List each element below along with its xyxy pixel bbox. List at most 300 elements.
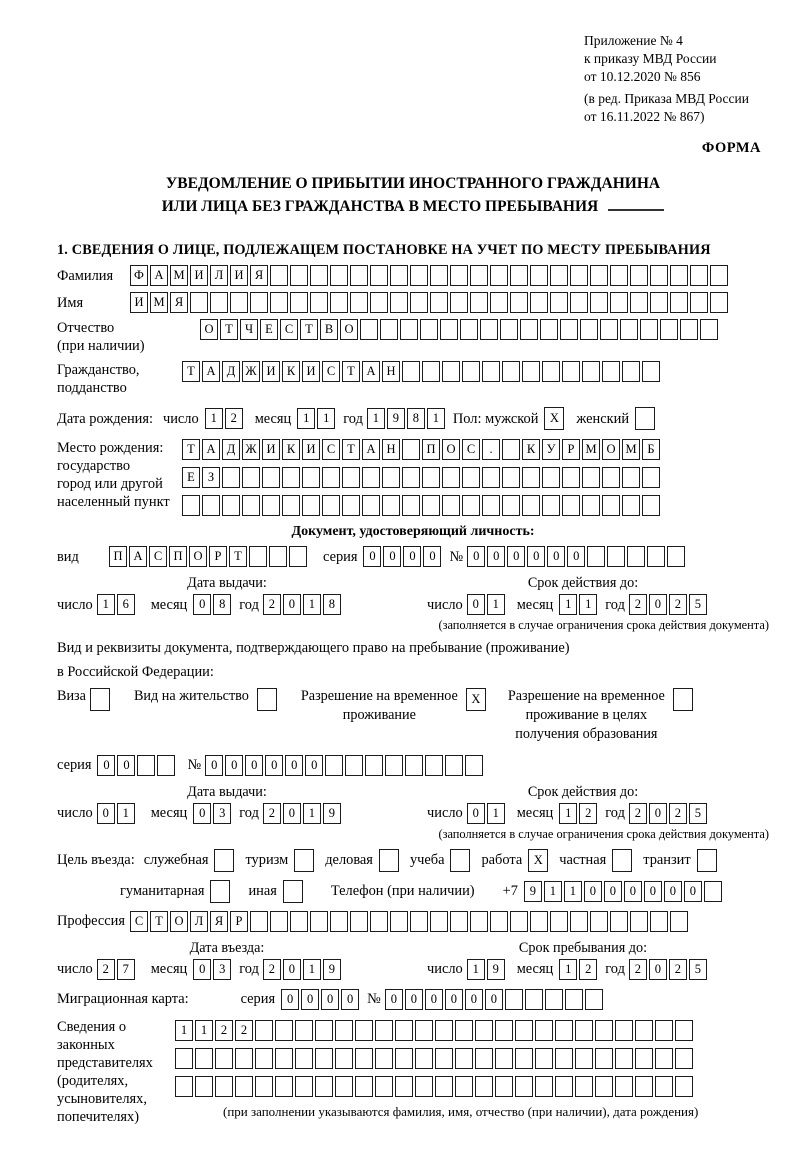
cell[interactable]	[575, 1076, 593, 1097]
cell[interactable]: 2	[629, 803, 647, 824]
cell[interactable]	[425, 755, 443, 776]
cell[interactable]	[270, 911, 288, 932]
cell[interactable]: Л	[190, 911, 208, 932]
cell[interactable]	[249, 546, 267, 567]
cell[interactable]	[582, 467, 600, 488]
cell[interactable]: 1	[97, 594, 115, 615]
cell[interactable]: П	[422, 439, 440, 460]
cell[interactable]: 2	[669, 803, 687, 824]
cell[interactable]	[440, 319, 458, 340]
cell[interactable]: 0	[684, 881, 702, 902]
cell[interactable]	[502, 361, 520, 382]
cell[interactable]	[402, 495, 420, 516]
cell[interactable]	[475, 1076, 493, 1097]
cell[interactable]: 0	[385, 989, 403, 1010]
cell[interactable]	[530, 911, 548, 932]
cell[interactable]: 1	[303, 803, 321, 824]
cell[interactable]: 2	[629, 594, 647, 615]
cell[interactable]: 0	[383, 546, 401, 567]
stay-doc-issue-year[interactable]	[263, 803, 343, 824]
cell[interactable]	[570, 265, 588, 286]
cell[interactable]: 0	[507, 546, 525, 567]
cell[interactable]	[322, 495, 340, 516]
cell[interactable]	[375, 1020, 393, 1041]
cell[interactable]	[350, 265, 368, 286]
cell[interactable]: 0	[341, 989, 359, 1010]
profession-cells[interactable]	[130, 911, 690, 932]
cell[interactable]: Ф	[130, 265, 148, 286]
cell[interactable]	[667, 546, 685, 567]
cell[interactable]: 1	[367, 408, 385, 429]
entry-year[interactable]	[263, 959, 343, 980]
cell[interactable]	[370, 265, 388, 286]
cell[interactable]	[430, 911, 448, 932]
cell[interactable]	[455, 1020, 473, 1041]
cell[interactable]	[250, 292, 268, 313]
cell[interactable]	[405, 755, 423, 776]
cell[interactable]	[410, 911, 428, 932]
cell[interactable]	[345, 755, 363, 776]
cell[interactable]	[310, 292, 328, 313]
cell[interactable]	[294, 849, 314, 872]
surname-cells[interactable]	[130, 265, 730, 286]
cell[interactable]	[670, 911, 688, 932]
cell[interactable]	[602, 467, 620, 488]
cell[interactable]	[635, 1048, 653, 1069]
cell[interactable]	[627, 546, 645, 567]
cell[interactable]: 5	[689, 594, 707, 615]
cell[interactable]: 9	[524, 881, 542, 902]
cell[interactable]: 5	[689, 959, 707, 980]
cell[interactable]: Т	[182, 439, 200, 460]
doc-serial-cells[interactable]	[363, 546, 443, 567]
cell[interactable]	[355, 1020, 373, 1041]
purpose-sluzhebnaya-checkbox[interactable]	[214, 849, 236, 872]
stay-doc-issue-day[interactable]	[97, 803, 137, 824]
cell[interactable]	[607, 546, 625, 567]
cell[interactable]	[395, 1076, 413, 1097]
purpose-gumanitarnaya-checkbox[interactable]	[210, 880, 232, 903]
cell[interactable]	[470, 265, 488, 286]
cell[interactable]: 0	[425, 989, 443, 1010]
stay-month[interactable]	[559, 959, 599, 980]
cell[interactable]: А	[202, 361, 220, 382]
cell[interactable]: 9	[487, 959, 505, 980]
cell[interactable]: 0	[649, 594, 667, 615]
cell[interactable]	[390, 911, 408, 932]
cell[interactable]	[410, 265, 428, 286]
cell[interactable]: 0	[193, 959, 211, 980]
cell[interactable]: 0	[283, 959, 301, 980]
cell[interactable]	[335, 1020, 353, 1041]
cell[interactable]	[335, 1048, 353, 1069]
cell[interactable]	[295, 1020, 313, 1041]
cell[interactable]	[510, 265, 528, 286]
cell[interactable]	[262, 495, 280, 516]
cell[interactable]	[650, 911, 668, 932]
cell[interactable]: 0	[527, 546, 545, 567]
temp-permit-edu-checkbox[interactable]	[673, 688, 695, 711]
cell[interactable]	[522, 467, 540, 488]
cell[interactable]	[230, 292, 248, 313]
cell[interactable]	[435, 1048, 453, 1069]
stay-doc-valid-year[interactable]	[629, 803, 709, 824]
cell[interactable]: 0	[547, 546, 565, 567]
cell[interactable]	[195, 1048, 213, 1069]
cell[interactable]	[520, 319, 538, 340]
doc-kind-cells[interactable]	[109, 546, 309, 567]
cell[interactable]: О	[602, 439, 620, 460]
migration-card-number-cells[interactable]	[385, 989, 605, 1010]
cell[interactable]: А	[150, 265, 168, 286]
cell[interactable]	[610, 911, 628, 932]
cell[interactable]: 2	[629, 959, 647, 980]
cell[interactable]: 1	[205, 408, 223, 429]
cell[interactable]	[310, 911, 328, 932]
cell[interactable]	[482, 361, 500, 382]
cell[interactable]	[542, 495, 560, 516]
cell[interactable]: 8	[323, 594, 341, 615]
cell[interactable]: Р	[230, 911, 248, 932]
cell[interactable]	[650, 265, 668, 286]
patronymic-cells[interactable]	[200, 319, 720, 340]
title-blank-underline[interactable]	[608, 196, 664, 211]
cell[interactable]	[90, 688, 110, 711]
cell[interactable]	[315, 1048, 333, 1069]
cell[interactable]: 1	[559, 959, 577, 980]
cell[interactable]	[635, 1076, 653, 1097]
cell[interactable]	[214, 849, 234, 872]
cell[interactable]	[580, 319, 598, 340]
cell[interactable]	[450, 265, 468, 286]
cell[interactable]: 0	[664, 881, 682, 902]
cell[interactable]: 0	[97, 803, 115, 824]
cell[interactable]	[395, 1020, 413, 1041]
cell[interactable]	[415, 1048, 433, 1069]
cell[interactable]: 0	[193, 803, 211, 824]
cell[interactable]	[455, 1048, 473, 1069]
cell[interactable]: 0	[465, 989, 483, 1010]
cell[interactable]	[555, 1020, 573, 1041]
cell[interactable]	[495, 1048, 513, 1069]
cell[interactable]: 8	[213, 594, 231, 615]
cell[interactable]	[242, 495, 260, 516]
cell[interactable]: К	[282, 361, 300, 382]
cell[interactable]	[342, 467, 360, 488]
cell[interactable]	[310, 265, 328, 286]
cell[interactable]	[190, 292, 208, 313]
cell[interactable]	[587, 546, 605, 567]
cell[interactable]	[195, 1076, 213, 1097]
cell[interactable]: 1	[559, 803, 577, 824]
cell[interactable]	[442, 361, 460, 382]
cell[interactable]: Т	[229, 546, 247, 567]
cell[interactable]	[222, 467, 240, 488]
cell[interactable]	[510, 292, 528, 313]
cell[interactable]: 2	[669, 594, 687, 615]
cell[interactable]	[475, 1048, 493, 1069]
cell[interactable]	[210, 880, 230, 903]
cell[interactable]: Т	[342, 361, 360, 382]
cell[interactable]: И	[190, 265, 208, 286]
cell[interactable]	[362, 467, 380, 488]
cell[interactable]	[460, 319, 478, 340]
cell[interactable]	[670, 265, 688, 286]
cell[interactable]	[415, 1020, 433, 1041]
cell[interactable]	[585, 989, 603, 1010]
cell[interactable]: 0	[363, 546, 381, 567]
cell[interactable]	[635, 407, 655, 430]
doc-issue-year[interactable]	[263, 594, 343, 615]
cell[interactable]	[565, 989, 583, 1010]
cell[interactable]	[515, 1048, 533, 1069]
cell[interactable]: Р	[209, 546, 227, 567]
purpose-tranzit-checkbox[interactable]	[697, 849, 719, 872]
representatives-cells-row1[interactable]	[175, 1020, 698, 1041]
cell[interactable]: С	[280, 319, 298, 340]
cell[interactable]: 1	[544, 881, 562, 902]
cell[interactable]	[675, 1020, 693, 1041]
purpose-chastnaya-checkbox[interactable]	[612, 849, 634, 872]
cell[interactable]	[402, 361, 420, 382]
representatives-cells-row3[interactable]	[175, 1076, 698, 1097]
cell[interactable]: 1	[487, 803, 505, 824]
cell[interactable]: 0	[193, 594, 211, 615]
cell[interactable]	[275, 1076, 293, 1097]
cell[interactable]	[642, 467, 660, 488]
sex-female-checkbox[interactable]	[635, 407, 657, 430]
cell[interactable]: 0	[301, 989, 319, 1010]
cell[interactable]	[330, 292, 348, 313]
cell[interactable]	[630, 911, 648, 932]
cell[interactable]: X	[466, 688, 486, 711]
cell[interactable]	[530, 265, 548, 286]
cell[interactable]	[510, 911, 528, 932]
purpose-inaya-checkbox[interactable]	[283, 880, 305, 903]
cell[interactable]: М	[170, 265, 188, 286]
cell[interactable]	[590, 911, 608, 932]
temp-permit-checkbox[interactable]	[466, 688, 488, 711]
cell[interactable]	[570, 911, 588, 932]
stay-doc-valid-day[interactable]	[467, 803, 507, 824]
cell[interactable]	[215, 1048, 233, 1069]
birth-place-cells-row3[interactable]	[182, 495, 662, 516]
birth-day-cells[interactable]	[205, 408, 245, 429]
cell[interactable]	[522, 361, 540, 382]
cell[interactable]: С	[322, 439, 340, 460]
cell[interactable]	[602, 361, 620, 382]
doc-valid-day[interactable]	[467, 594, 507, 615]
cell[interactable]	[330, 265, 348, 286]
cell[interactable]	[430, 292, 448, 313]
cell[interactable]: М	[150, 292, 168, 313]
cell[interactable]: И	[230, 265, 248, 286]
cell[interactable]: 6	[117, 594, 135, 615]
cell[interactable]: Е	[182, 467, 200, 488]
cell[interactable]	[250, 911, 268, 932]
cell[interactable]	[635, 1020, 653, 1041]
cell[interactable]	[515, 1076, 533, 1097]
cell[interactable]	[382, 467, 400, 488]
cell[interactable]: 0	[467, 803, 485, 824]
cell[interactable]	[385, 755, 403, 776]
cell[interactable]	[462, 495, 480, 516]
cell[interactable]: 0	[624, 881, 642, 902]
cell[interactable]: З	[202, 467, 220, 488]
cell[interactable]	[262, 467, 280, 488]
cell[interactable]: Т	[150, 911, 168, 932]
cell[interactable]	[283, 880, 303, 903]
cell[interactable]: 0	[205, 755, 223, 776]
cell[interactable]	[610, 292, 628, 313]
cell[interactable]: П	[109, 546, 127, 567]
cell[interactable]: П	[169, 546, 187, 567]
cell[interactable]: Ж	[242, 361, 260, 382]
cell[interactable]: К	[282, 439, 300, 460]
cell[interactable]	[442, 495, 460, 516]
cell[interactable]: 0	[225, 755, 243, 776]
cell[interactable]	[482, 495, 500, 516]
cell[interactable]	[704, 881, 722, 902]
cell[interactable]	[430, 265, 448, 286]
cell[interactable]: И	[130, 292, 148, 313]
cell[interactable]: А	[202, 439, 220, 460]
cell[interactable]	[612, 849, 632, 872]
cell[interactable]	[380, 319, 398, 340]
citizenship-cells[interactable]	[182, 361, 662, 382]
cell[interactable]	[530, 292, 548, 313]
cell[interactable]: 0	[283, 594, 301, 615]
sex-male-checkbox[interactable]	[544, 407, 566, 430]
cell[interactable]: 2	[225, 408, 243, 429]
cell[interactable]	[555, 1076, 573, 1097]
cell[interactable]: 0	[485, 989, 503, 1010]
cell[interactable]	[375, 1076, 393, 1097]
cell[interactable]	[295, 1076, 313, 1097]
cell[interactable]	[673, 688, 693, 711]
cell[interactable]: 0	[423, 546, 441, 567]
cell[interactable]	[315, 1076, 333, 1097]
cell[interactable]	[157, 755, 175, 776]
cell[interactable]	[582, 361, 600, 382]
cell[interactable]: 0	[487, 546, 505, 567]
cell[interactable]	[390, 265, 408, 286]
cell[interactable]: О	[189, 546, 207, 567]
cell[interactable]	[615, 1048, 633, 1069]
birth-month-cells[interactable]	[297, 408, 337, 429]
cell[interactable]: О	[442, 439, 460, 460]
cell[interactable]	[422, 361, 440, 382]
cell[interactable]: Т	[342, 439, 360, 460]
cell[interactable]: 1	[564, 881, 582, 902]
cell[interactable]	[435, 1076, 453, 1097]
cell[interactable]	[315, 1020, 333, 1041]
cell[interactable]	[650, 292, 668, 313]
cell[interactable]	[655, 1048, 673, 1069]
cell[interactable]	[595, 1048, 613, 1069]
cell[interactable]	[257, 688, 277, 711]
cell[interactable]	[535, 1020, 553, 1041]
cell[interactable]	[289, 546, 307, 567]
cell[interactable]	[322, 467, 340, 488]
cell[interactable]: 0	[97, 755, 115, 776]
cell[interactable]: Т	[182, 361, 200, 382]
cell[interactable]	[620, 319, 638, 340]
cell[interactable]	[462, 361, 480, 382]
stay-doc-number-cells[interactable]	[205, 755, 485, 776]
cell[interactable]: С	[462, 439, 480, 460]
cell[interactable]	[379, 849, 399, 872]
cell[interactable]	[535, 1076, 553, 1097]
purpose-delovaya-checkbox[interactable]	[379, 849, 401, 872]
cell[interactable]	[445, 755, 463, 776]
cell[interactable]: 0	[321, 989, 339, 1010]
cell[interactable]	[602, 495, 620, 516]
cell[interactable]: 2	[235, 1020, 253, 1041]
cell[interactable]: Ж	[242, 439, 260, 460]
cell[interactable]: 0	[467, 546, 485, 567]
cell[interactable]	[545, 989, 563, 1010]
cell[interactable]: С	[322, 361, 340, 382]
cell[interactable]	[505, 989, 523, 1010]
birth-place-cells-row1[interactable]	[182, 439, 662, 460]
cell[interactable]: О	[340, 319, 358, 340]
cell[interactable]	[402, 439, 420, 460]
cell[interactable]	[495, 1076, 513, 1097]
cell[interactable]	[670, 292, 688, 313]
cell[interactable]	[522, 495, 540, 516]
doc-issue-month[interactable]	[193, 594, 233, 615]
stay-year[interactable]	[629, 959, 709, 980]
cell[interactable]: Д	[222, 361, 240, 382]
cell[interactable]	[590, 265, 608, 286]
cell[interactable]	[490, 292, 508, 313]
cell[interactable]	[595, 1076, 613, 1097]
cell[interactable]: Ч	[240, 319, 258, 340]
cell[interactable]	[475, 1020, 493, 1041]
cell[interactable]	[370, 911, 388, 932]
cell[interactable]	[450, 849, 470, 872]
cell[interactable]: 2	[579, 803, 597, 824]
cell[interactable]: 2	[263, 959, 281, 980]
cell[interactable]: 0	[283, 803, 301, 824]
cell[interactable]	[335, 1076, 353, 1097]
cell[interactable]	[562, 361, 580, 382]
cell[interactable]	[710, 292, 728, 313]
cell[interactable]: 8	[407, 408, 425, 429]
cell[interactable]: И	[302, 361, 320, 382]
cell[interactable]	[655, 1020, 673, 1041]
cell[interactable]	[242, 467, 260, 488]
cell[interactable]: 0	[649, 803, 667, 824]
cell[interactable]: Я	[250, 265, 268, 286]
stay-doc-serial-cells[interactable]	[97, 755, 177, 776]
cell[interactable]	[615, 1020, 633, 1041]
stay-doc-valid-month[interactable]	[559, 803, 599, 824]
cell[interactable]: В	[320, 319, 338, 340]
cell[interactable]	[395, 1048, 413, 1069]
cell[interactable]	[590, 292, 608, 313]
visa-checkbox[interactable]	[90, 688, 112, 711]
given-name-cells[interactable]	[130, 292, 730, 313]
cell[interactable]: Е	[260, 319, 278, 340]
cell[interactable]	[455, 1076, 473, 1097]
cell[interactable]: 0	[405, 989, 423, 1010]
cell[interactable]	[630, 292, 648, 313]
cell[interactable]	[550, 911, 568, 932]
cell[interactable]: 2	[579, 959, 597, 980]
cell[interactable]	[365, 755, 383, 776]
